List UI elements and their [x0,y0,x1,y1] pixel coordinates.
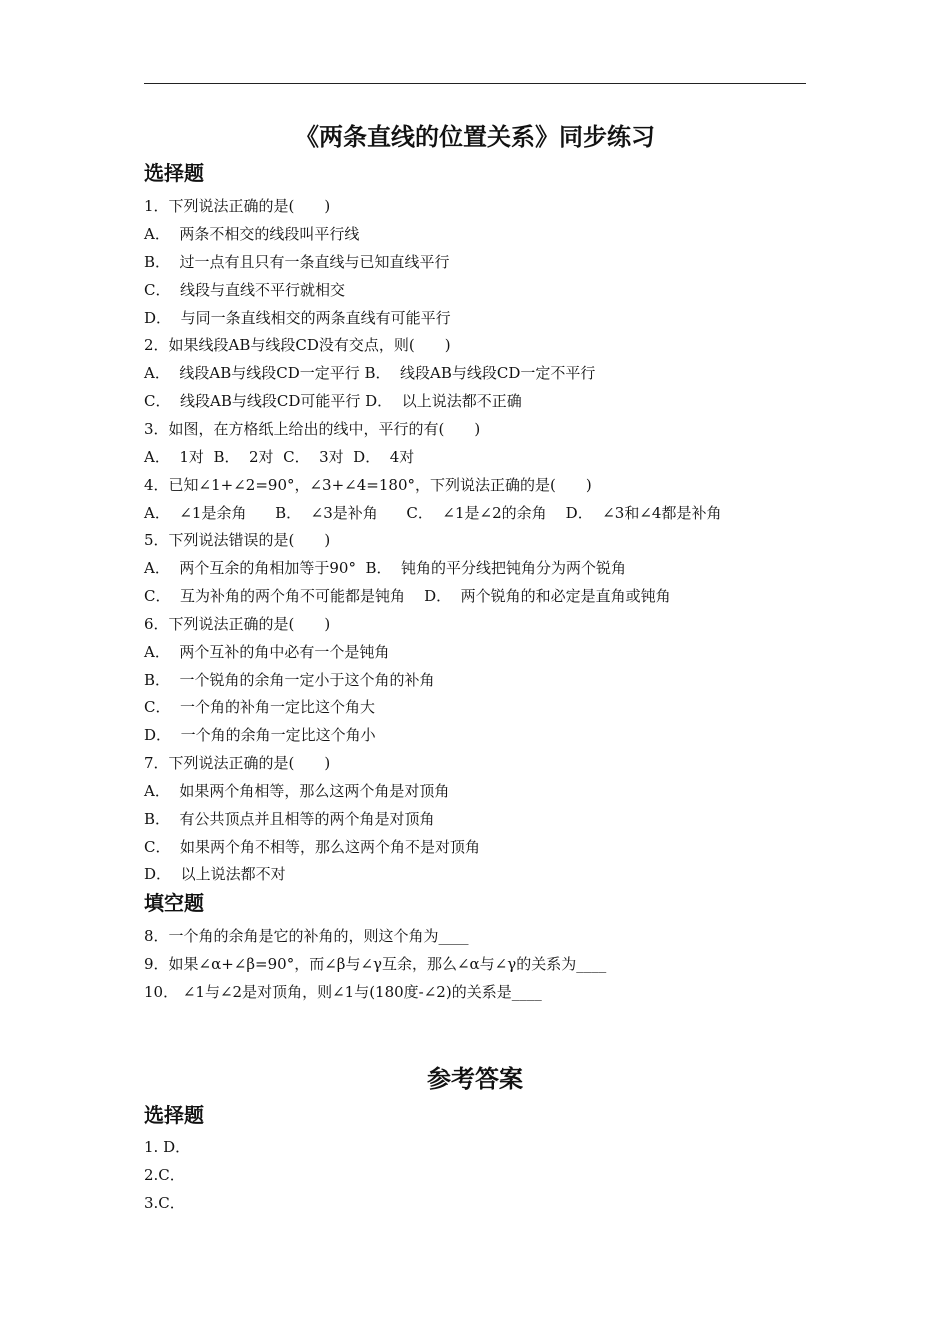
question-1-option-c: C． 线段与直线不平行就相交 [144,281,346,299]
question-6-stem: 6．下列说法正确的是( ) [144,615,331,633]
question-1-option-d: D． 与同一条直线相交的两条直线有可能平行 [144,309,451,327]
question-9: 9．如果∠α+∠β=90°，而∠β与∠γ互余，那么∠α与∠γ的关系为____ [144,955,607,973]
question-2-options-ab: A． 线段AB与线段CD一定平行 B． 线段AB与线段CD一定不平行 [144,364,596,382]
question-5-stem: 5．下列说法错误的是( ) [144,531,331,549]
question-3-stem: 3．如图，在方格纸上给出的线中，平行的有( ) [144,420,481,438]
question-6-option-c: C． 一个角的补角一定比这个角大 [144,698,376,716]
question-1-option-b: B． 过一点有且只有一条直线与已知直线平行 [144,253,450,271]
question-7-option-d: D． 以上说法都不对 [144,865,286,883]
answer-1: 1. D． [144,1138,191,1156]
answer-2: 2.C． [144,1166,185,1184]
section-heading-fill: 填空题 [144,891,204,915]
answers-section-heading: 选择题 [144,1103,204,1127]
question-6-option-a: A． 两个互补的角中必有一个是钝角 [144,643,390,661]
question-1-stem: 1．下列说法正确的是( ) [144,197,331,215]
header-rule [144,83,806,84]
answer-3: 3.C． [144,1194,185,1212]
section-heading-choice: 选择题 [144,161,204,185]
question-2-options-cd: C． 线段AB与线段CD可能平行 D． 以上说法都不正确 [144,392,522,410]
question-4-stem: 4．已知∠1+∠2=90°，∠3+∠4=180°，下列说法正确的是( ) [144,476,592,494]
question-7-stem: 7．下列说法正确的是( ) [144,754,331,772]
answers-title: 参考答案 [427,1064,523,1093]
question-7-option-a: A． 如果两个角相等，那么这两个角是对顶角 [144,782,450,800]
question-4-options: A． ∠1是余角 B． ∠3是补角 C． ∠1是∠2的余角 D． ∠3和∠4都是补角 [144,504,722,522]
question-3-options: A． 1对 B． 2对 C． 3对 D． 4对 [144,448,415,466]
question-7-option-c: C． 如果两个角不相等，那么这两个角不是对顶角 [144,838,481,856]
question-2-stem: 2．如果线段AB与线段CD没有交点，则( ) [144,336,451,354]
question-5-options-cd: C． 互为补角的两个角不可能都是钝角 D． 两个锐角的和必定是直角或钝角 [144,587,671,605]
question-6-option-d: D． 一个角的余角一定比这个角小 [144,726,376,744]
question-10: 10． ∠1与∠2是对顶角，则∠1与(180度-∠2)的关系是____ [144,983,542,1001]
question-7-option-b: B． 有公共顶点并且相等的两个角是对顶角 [144,810,435,828]
question-5-options-ab: A． 两个互余的角相加等于90° B． 钝角的平分线把钝角分为两个锐角 [144,559,627,577]
question-6-option-b: B． 一个锐角的余角一定小于这个角的补角 [144,671,435,689]
question-1-option-a: A． 两条不相交的线段叫平行线 [144,225,360,243]
question-8: 8．一个角的余角是它的补角的，则这个角为____ [144,927,469,945]
page-title: 《两条直线的位置关系》同步练习 [295,122,655,151]
